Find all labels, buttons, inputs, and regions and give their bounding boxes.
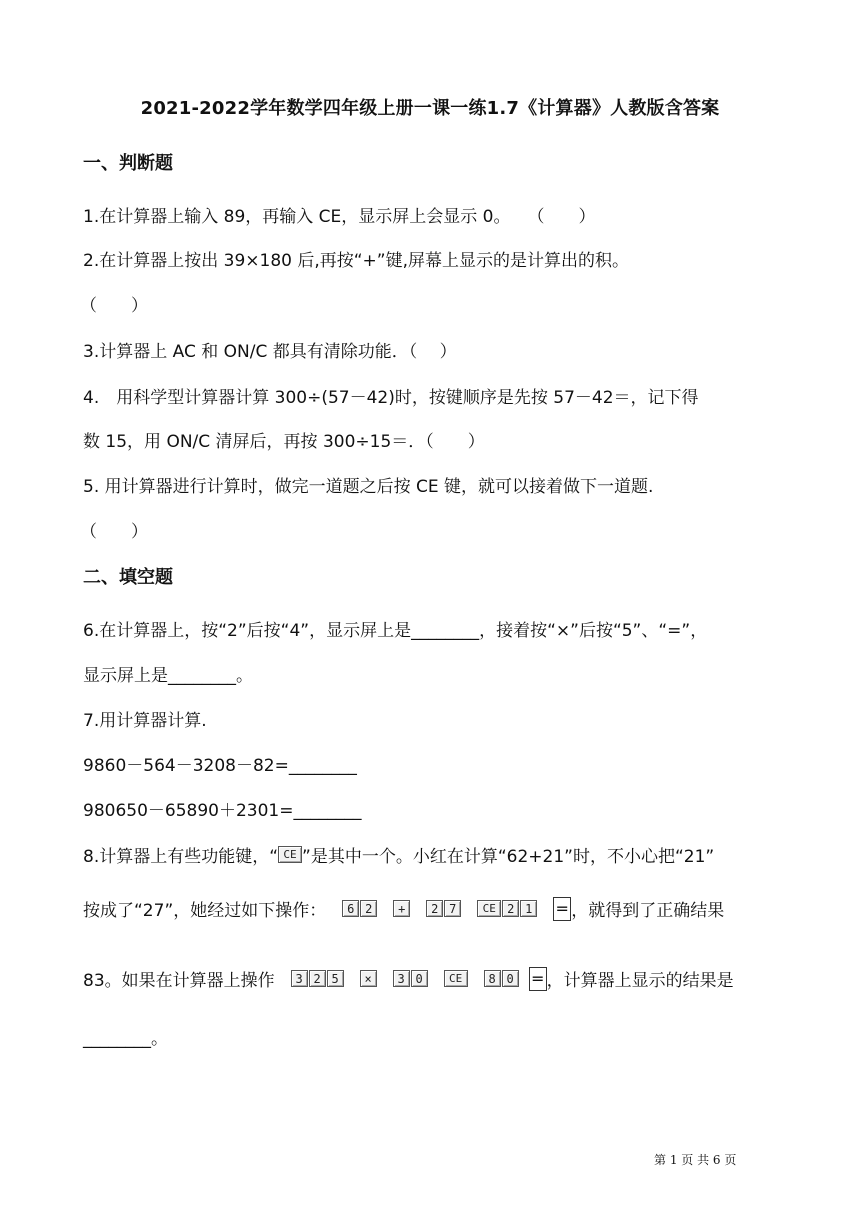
- page-footer: 第 1 页 共 6 页: [654, 1153, 737, 1167]
- question-8-line-2: [83, 896, 724, 921]
- key-group-27: [426, 900, 461, 917]
- digit-6-key-icon: 6: [342, 900, 359, 917]
- digit-7-key-icon: 7: [444, 900, 461, 917]
- question-1: 1.在计算器上输入 89，再输入 CE，显示屏上会显示 0。 （ ）: [83, 207, 596, 227]
- digit-2-key-icon: 2: [360, 900, 377, 917]
- question-4-line-2: 数 15，用 ON/C 清屏后，再按 300÷15＝．（ ）: [83, 432, 485, 452]
- digit-5-key-icon: 5: [327, 970, 344, 987]
- question-3: 3.计算器上 AC 和 ON/C 都具有清除功能．（ ）: [83, 342, 457, 362]
- key-group-30: [393, 970, 428, 987]
- question-7-expression-1: 9860－564－3208－82=________: [83, 756, 357, 776]
- times-key-icon: ×: [360, 970, 377, 987]
- question-7-expression-2: 980650－65890＋2301=________: [83, 801, 362, 821]
- equals-key-icon: =: [529, 967, 547, 991]
- question-8-line-1: [83, 842, 714, 867]
- plus-key-icon: +: [393, 900, 410, 917]
- question-8-answer-blank: ________。: [83, 1029, 168, 1049]
- question-8-line-2-post: ，就得到了正确结果: [571, 901, 725, 921]
- question-5-line-1: 5. 用计算器进行计算时，做完一道题之后按 CE 键，就可以接着做下一道题.: [83, 477, 654, 497]
- digit-0-key-icon: 0: [502, 970, 519, 987]
- section-heading-judge: 一、判断题: [83, 153, 173, 174]
- section-heading-fill: 二、填空题: [83, 567, 173, 588]
- question-2-line-1: 2.在计算器上按出 39×180 后,再按“+”键,屏幕上显示的是计算出的积。: [83, 251, 630, 271]
- question-5-answer-blank: （ ）: [80, 522, 148, 542]
- question-7-line-1: 7.用计算器计算.: [83, 711, 207, 731]
- question-8-line-2-pre: 按成了“27”，她经过如下操作：: [83, 901, 327, 921]
- digit-2-key-icon: 2: [502, 900, 519, 917]
- digit-1-key-icon: 1: [520, 900, 537, 917]
- key-group-ce-21: [477, 900, 537, 917]
- question-8-text-post: ”是其中一个。小红在计算“62+21”时，不小心把“21”: [302, 847, 715, 867]
- digit-2-key-icon: 2: [426, 900, 443, 917]
- question-2-answer-blank: （ ）: [80, 296, 148, 316]
- digit-2-key-icon: 2: [309, 970, 326, 987]
- ce-key-icon: CE: [444, 970, 468, 987]
- ce-key-icon: CE: [477, 900, 501, 917]
- question-6-line-2: 显示屏上是________。: [83, 666, 253, 686]
- question-8-line-3-post: ，计算器上显示的结果是: [546, 971, 734, 991]
- question-6-line-1: 6.在计算器上，按“2”后按“4”，显示屏上是________，接着按“×”后按“5”、“=”，: [83, 621, 708, 641]
- question-8-line-3: [83, 966, 734, 991]
- ce-key-icon: CE: [278, 846, 302, 863]
- key-group-62: [342, 900, 377, 917]
- question-8-text-pre: 8.计算器上有些功能键，“: [83, 847, 279, 867]
- digit-3-key-icon: 3: [291, 970, 308, 987]
- key-group-80: [484, 970, 519, 987]
- digit-8-key-icon: 8: [484, 970, 501, 987]
- question-4-line-1: 4. 用科学型计算器计算 300÷(57－42)时，按键顺序是先按 57－42＝，记下得: [83, 388, 699, 408]
- equals-key-icon: =: [553, 897, 571, 921]
- digit-0-key-icon: 0: [411, 970, 428, 987]
- question-8-line-3-pre: 83。如果在计算器上操作: [83, 971, 275, 991]
- document-title: 2021-2022学年数学四年级上册一课一练1.7《计算器》人教版含答案: [140, 98, 720, 119]
- digit-3-key-icon: 3: [393, 970, 410, 987]
- key-group-325: [291, 970, 344, 987]
